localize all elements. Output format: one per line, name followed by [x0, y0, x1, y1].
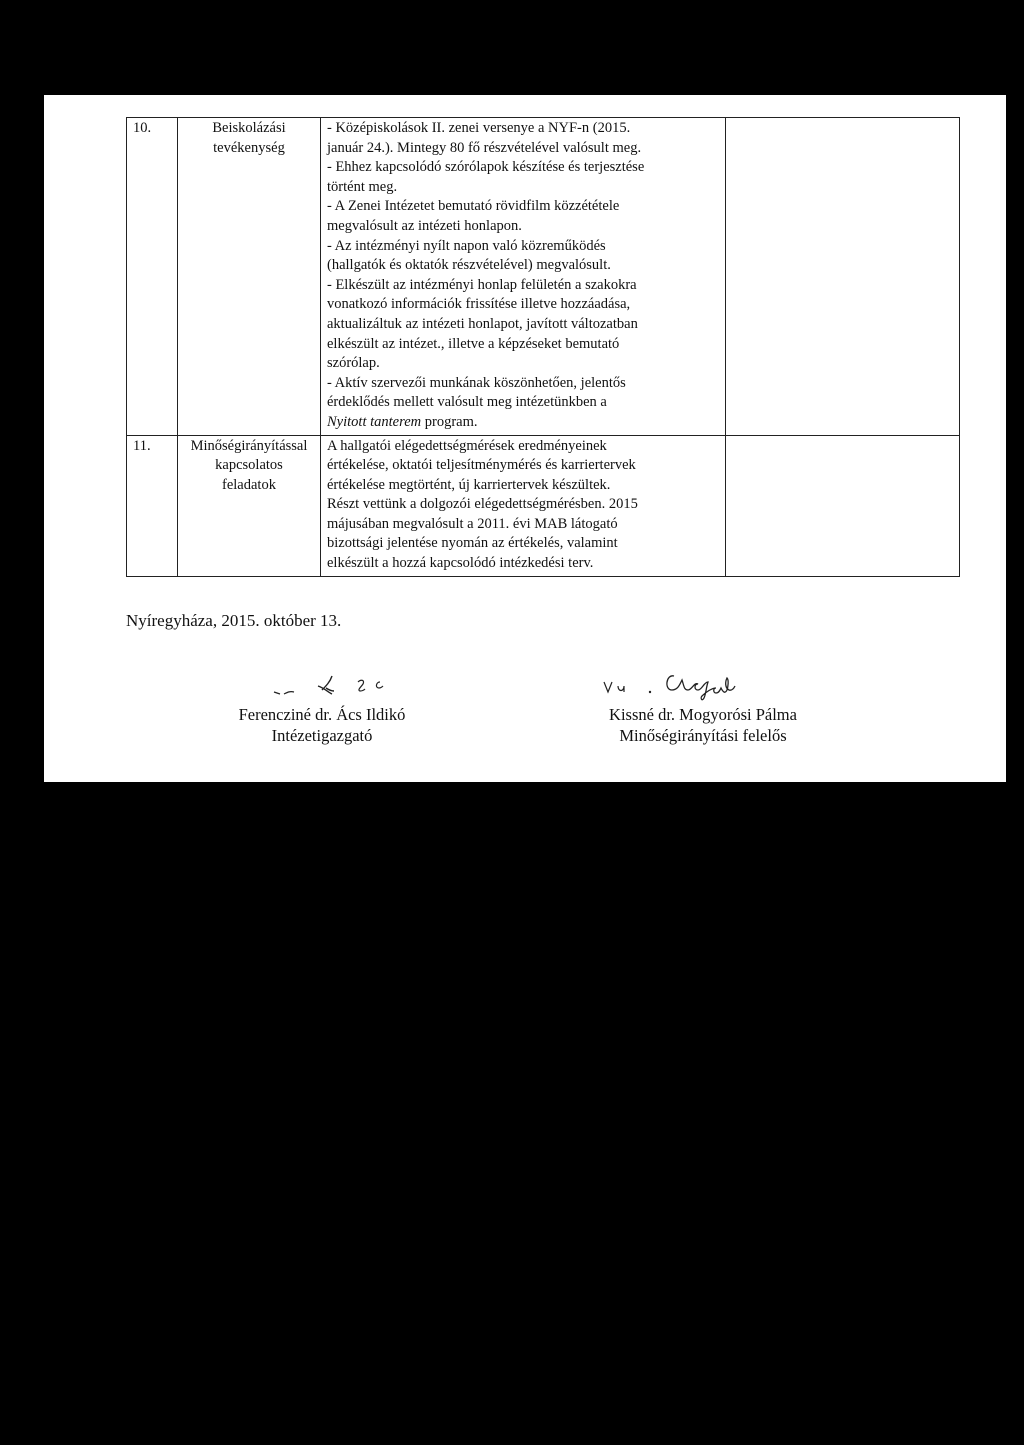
description-line: - A Zenei Intézetet bemutató rövidfilm közzététele [327, 198, 620, 215]
description-line: értékelése megtörtént, új karriertervek készültek. [327, 476, 611, 493]
description-line: vonatkozó információk frissítése illetve hozzáadása, [327, 296, 631, 313]
description-line: történt meg. [327, 178, 398, 195]
scan-border-left [0, 95, 44, 782]
description-line: A hallgatói elégedettségmérések eredményeinek [327, 437, 607, 454]
program-suffix: program. [421, 413, 478, 430]
description-line: szórólap. [327, 355, 380, 372]
row-topic [178, 435, 321, 576]
signer-title: Intézetigazgató [271, 726, 373, 745]
scan-border-top [0, 0, 1024, 95]
description-line: - Középiskolások II. zenei versenye a NYF-n (2015. [327, 120, 631, 136]
row-number: 10. [127, 118, 178, 436]
description-line: - Ehhez kapcsolódó szórólapok készítése és terjesztése [327, 159, 645, 176]
description-line: - Elkészült az intézményi honlap felületén a szakokra [327, 276, 637, 293]
scan-border-bottom [0, 782, 1024, 1445]
signer-title: Minőségirányítási felelős [619, 726, 787, 745]
row-number: 11. [127, 435, 178, 576]
description-line: elkészült a hozzá kapcsolódó intézkedési terv. [327, 555, 594, 572]
description-line: elkészült az intézet., illetve a képzéseket bemutató [327, 335, 620, 352]
description-line: értékelése, oktatói teljesítménymérés és karriertervek [327, 457, 636, 474]
description-line: érdeklődés mellett valósult meg intézetünkben a [327, 394, 607, 411]
report-table [126, 117, 960, 577]
place-and-date: Nyíregyháza, 2015. október 13. [126, 611, 342, 630]
description-line: megvalósult az intézeti honlapon. [327, 217, 522, 234]
description-line: - Aktív szervezői munkának köszönhetően, jelentős [327, 374, 626, 391]
row-topic [178, 118, 321, 436]
table-row [127, 118, 960, 436]
topic-line: tevékenység [213, 139, 285, 156]
handwritten-signature [578, 668, 828, 702]
topic-line: Beiskolázási [212, 120, 286, 136]
description-line: bizottsági jelentése nyomán az értékelés, valamint [327, 535, 618, 552]
signature-block-quality-officer [578, 668, 828, 746]
description-line: Részt vettünk a dolgozói elégedettségmérésben. 2015 [327, 496, 638, 513]
signer-name: Ferencziné dr. Ács Ildikó [238, 705, 406, 724]
handwritten-signature [222, 668, 422, 702]
topic-line: Minőségirányítással [190, 437, 308, 454]
signature-block-director [222, 668, 422, 746]
description-line: aktualizáltuk az intézeti honlapot, javított változatban [327, 315, 638, 332]
description-last-line [327, 413, 719, 433]
description-line: (hallgatók és oktatók részvételével) megvalósult. [327, 257, 611, 274]
description-line: - Az intézményi nyílt napon való közreműködés [327, 237, 606, 254]
signer-name: Kissné dr. Mogyorósi Pálma [609, 705, 797, 724]
italic-program-name: Nyitott tanterem [327, 413, 422, 430]
row-extra-cell [726, 435, 960, 576]
row-description [321, 118, 726, 436]
row-extra-cell [726, 118, 960, 436]
description-line: január 24.). Mintegy 80 fő részvételével valósult meg. [327, 139, 642, 156]
scan-border-right [1006, 95, 1024, 782]
description-line: májusában megvalósult a 2011. évi MAB látogató [327, 515, 618, 532]
row-description [321, 435, 726, 576]
table-row [127, 435, 960, 576]
topic-line: feladatok [222, 476, 276, 493]
topic-line: kapcsolatos [215, 457, 283, 474]
